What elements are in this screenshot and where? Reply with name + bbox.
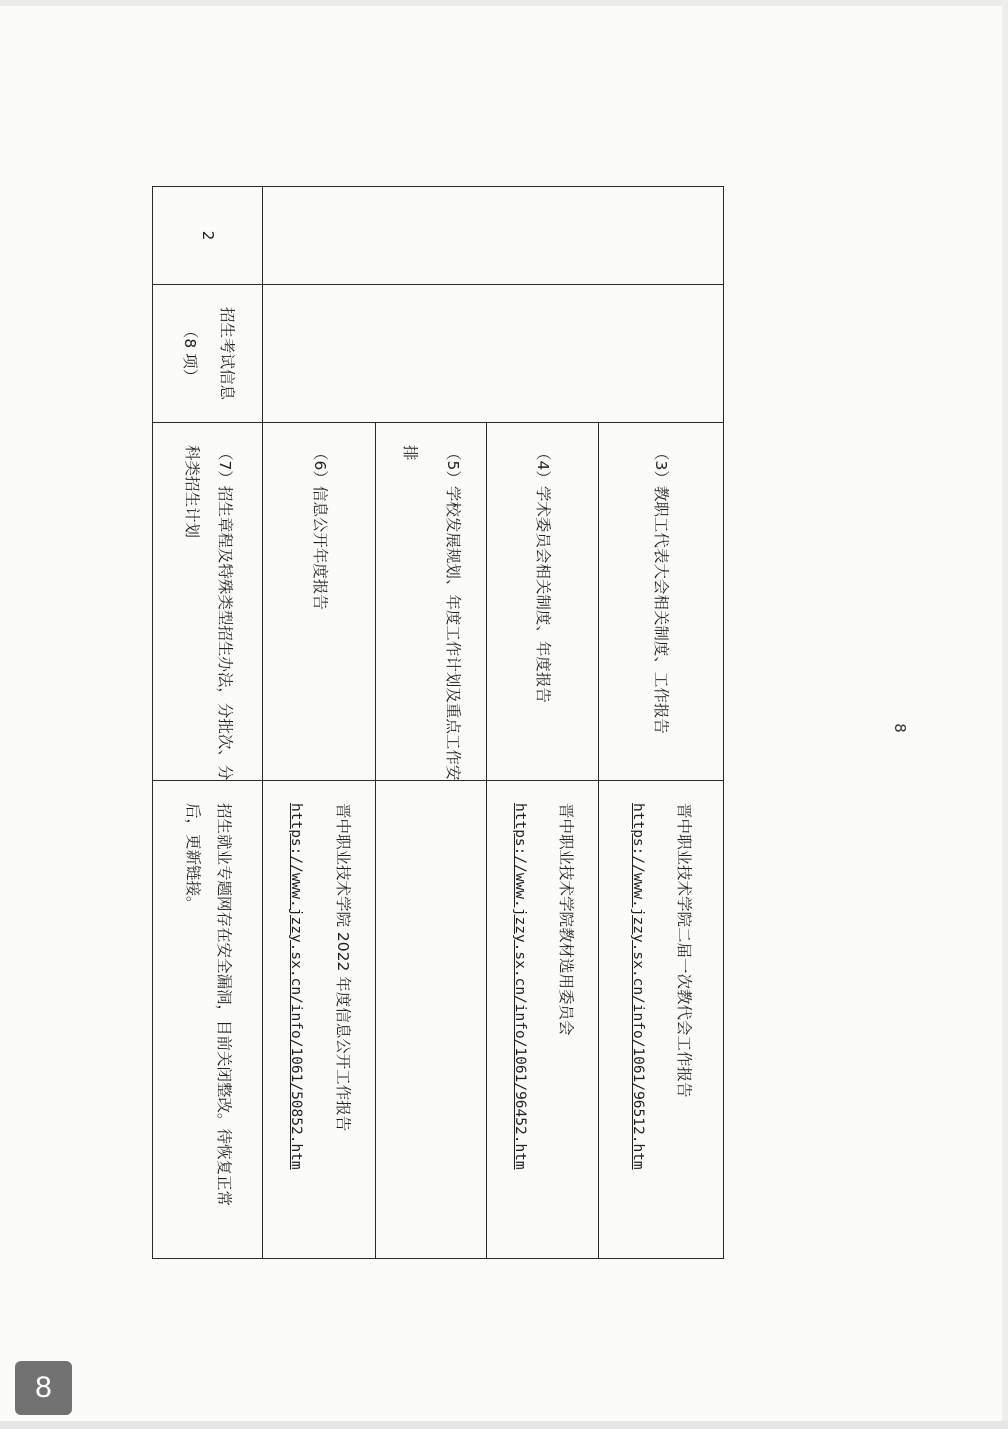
item-text-line-1: （5）学校发展规划、年度工作计划及重点工作安 bbox=[444, 445, 463, 781]
report-link[interactable]: https://www.jzzy.sx.cn/info/1061/50852.htm bbox=[288, 803, 305, 1170]
item-text-line-2: 排 bbox=[401, 445, 419, 461]
table-row bbox=[598, 187, 723, 1259]
report-link[interactable]: https://www.jzzy.sx.cn/info/1061/96512.htm bbox=[630, 803, 647, 1170]
link-cell-empty bbox=[375, 781, 486, 1259]
item-text-line-2: 科类招生计划 bbox=[182, 445, 201, 539]
link-title: 晋中职业技术学院 2022 年度信息公开工作报告 bbox=[333, 803, 352, 1132]
category-count: （8 项） bbox=[180, 322, 199, 385]
rotated-page-content bbox=[152, 186, 724, 1258]
report-link[interactable]: https://www.jzzy.sx.cn/info/1061/96452.htm bbox=[511, 803, 528, 1170]
seq-number: 2 bbox=[198, 230, 217, 241]
scan-edge-right bbox=[1002, 0, 1008, 1429]
item-cell bbox=[598, 423, 723, 781]
scan-edge-bottom bbox=[0, 1421, 1008, 1429]
category-title: 招生考试信息 bbox=[217, 307, 236, 401]
link-title: 晋中职业技术学院二届一次教代会工作报告 bbox=[675, 803, 694, 1098]
item-cell bbox=[263, 423, 375, 781]
link-cell bbox=[598, 781, 723, 1259]
item-cell bbox=[375, 423, 486, 781]
item-cell bbox=[487, 423, 598, 781]
item-text: （6）信息公开年度报告 bbox=[310, 445, 329, 610]
item-cell bbox=[153, 423, 263, 781]
link-cell bbox=[487, 781, 598, 1259]
link-title: 晋中职业技术学院教材选用委员会 bbox=[556, 803, 575, 1036]
category-cell bbox=[263, 285, 724, 423]
item-text: （4）学术委员会相关制度、年度报告 bbox=[534, 445, 552, 703]
link-cell bbox=[263, 781, 375, 1259]
table-row bbox=[153, 187, 263, 1259]
seq-cell bbox=[263, 187, 724, 285]
viewer-page-badge[interactable]: 8 bbox=[15, 1361, 72, 1415]
page-number: 8 bbox=[891, 723, 909, 733]
seq-cell bbox=[153, 187, 263, 285]
link-note-line-2: 后，更新链接。 bbox=[183, 803, 202, 912]
link-note-line-1: 招生就业专题网存在安全漏洞，目前关闭整改。待恢复正常 bbox=[214, 803, 233, 1207]
category-cell bbox=[153, 285, 263, 423]
disclosure-table bbox=[152, 186, 724, 1259]
item-text: （3）教职工代表大会相关制度、工作报告 bbox=[652, 445, 671, 734]
item-text-line-1: （7）招生章程及特殊类型招生办法，分批次、分 bbox=[215, 445, 234, 781]
link-cell bbox=[153, 781, 263, 1259]
scan-edge-top bbox=[0, 0, 1008, 6]
